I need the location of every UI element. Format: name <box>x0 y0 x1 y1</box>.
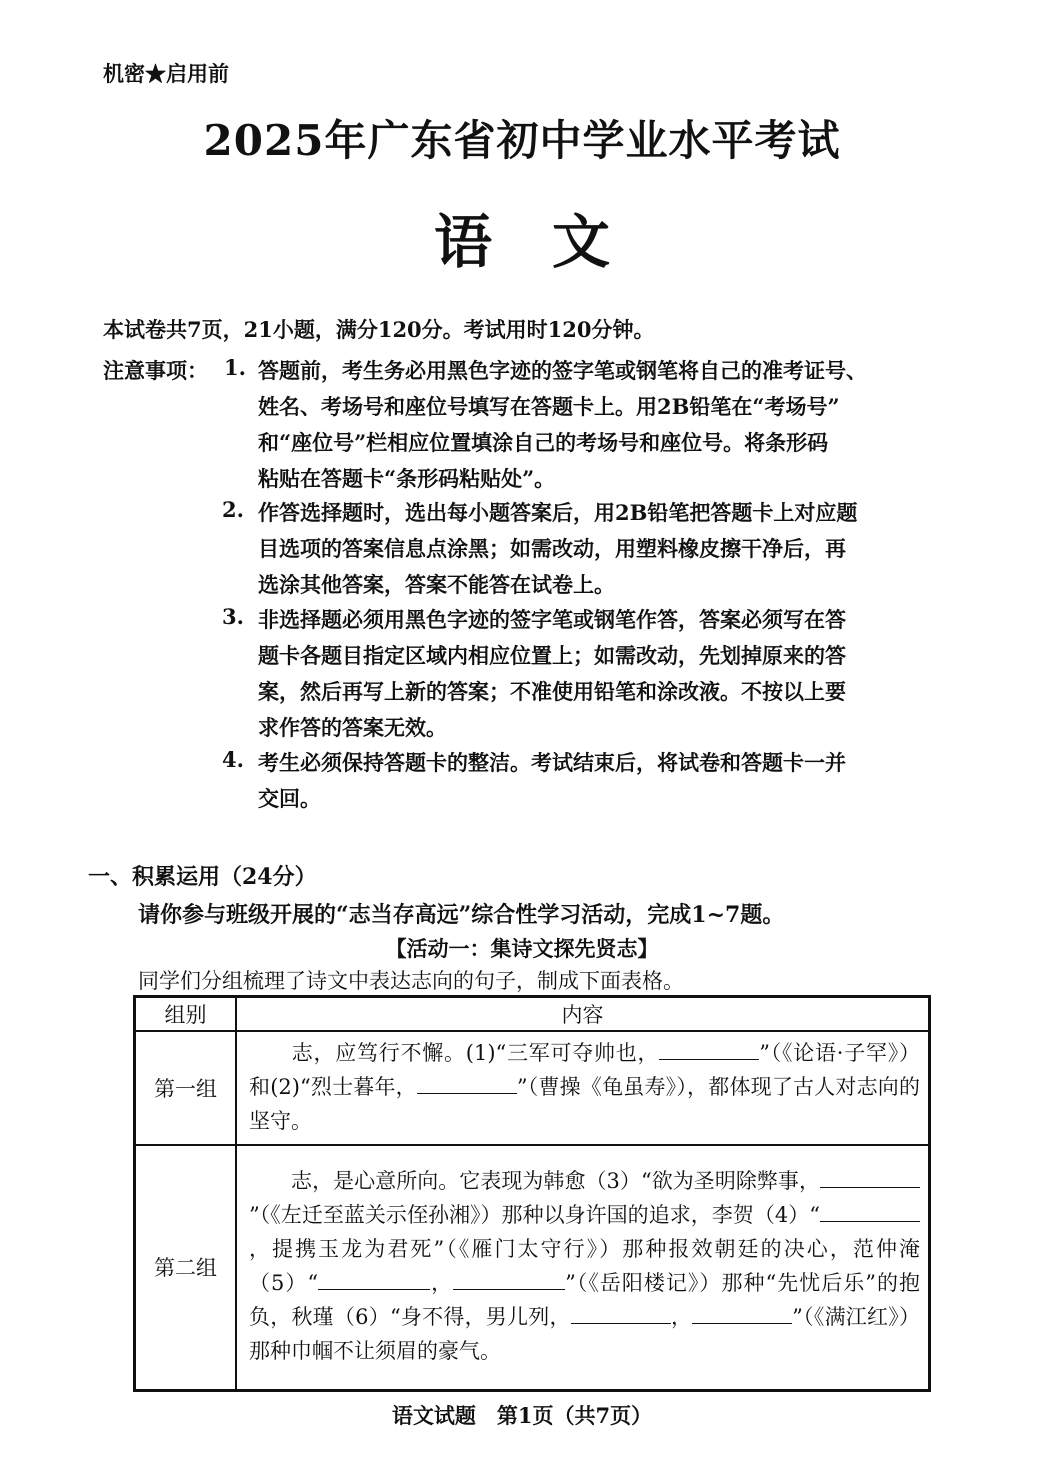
notice-line: 和“座位号”栏相应位置填涂自己的考场号和座位号。将条形码 <box>258 430 829 455</box>
answer-blank[interactable] <box>571 1301 671 1324</box>
notice-label: 注意事项： <box>103 358 208 383</box>
table-row <box>135 1031 930 1145</box>
group-content <box>236 1145 930 1390</box>
notice-line: 交回。 <box>258 786 321 811</box>
notice-line: 姓名、考场号和座位号填写在答题卡上。用2B铅笔在“考场号” <box>258 394 840 419</box>
answer-blank[interactable] <box>692 1301 792 1324</box>
notice-item-number: 4. <box>222 747 244 772</box>
notice-line: 作答选择题时，选出每小题答案后，用2B铅笔把答题卡上对应题 <box>258 500 858 525</box>
answer-blank[interactable] <box>453 1267 565 1290</box>
exam-info: 本试卷共7页，21小题，满分120分。考试用时120分钟。 <box>103 317 655 342</box>
content-text: ，提携玉龙为君死”（《雁门太守行》）那种报效朝廷的决心，范仲淹（5）“ <box>249 1237 920 1296</box>
group-content <box>236 1031 930 1145</box>
content-text: ”（《左迁至蓝关示侄孙湘》）那种以身许国的追求，李贺（4）“ <box>249 1203 820 1228</box>
section-intro: 请你参与班级开展的“志当存高远”综合性学习活动，完成1~7题。 <box>138 902 785 928</box>
group-label: 第二组 <box>135 1145 237 1390</box>
content-text: 志，是心意所向。它表现为韩愈（3）“欲为圣明除弊事， <box>291 1169 820 1194</box>
content-text: ， <box>670 1305 693 1330</box>
notice-line: 选涂其他答案，答案不能答在试卷上。 <box>258 572 615 597</box>
notice-line: 非选择题必须用黑色字迹的签字笔或钢笔作答，答案必须写在答 <box>258 607 846 632</box>
notice-line: 答题前，考生务必用黑色字迹的签字笔或钢笔将自己的准考证号、 <box>258 358 867 383</box>
notice-item-number: 2. <box>222 497 244 522</box>
confidential-mark: 机密★启用前 <box>103 61 229 86</box>
answer-blank[interactable] <box>820 1165 920 1188</box>
notice-item-number: 1. <box>224 355 246 380</box>
notice-line: 目选项的答案信息点涂黑；如需改动，用塑料橡皮擦干净后，再 <box>258 536 846 561</box>
notice-line: 考生必须保持答题卡的整洁。考试结束后，将试卷和答题卡一并 <box>258 750 846 775</box>
notice-line: 案，然后再写上新的答案；不准使用铅笔和涂改液。不按以上要 <box>258 679 846 704</box>
answer-blank[interactable] <box>820 1199 920 1222</box>
answer-blank[interactable] <box>417 1071 517 1094</box>
table-header-content: 内容 <box>236 997 930 1032</box>
table-header-row <box>135 997 930 1032</box>
content-text: ”（《满江红》）那种巾帼不让须眉的豪气。 <box>249 1305 920 1364</box>
group-label: 第一组 <box>135 1031 237 1145</box>
answer-blank[interactable] <box>318 1267 430 1290</box>
answer-blank[interactable] <box>659 1037 759 1060</box>
page-footer: 语文试题 第1页（共7页） <box>391 1403 653 1428</box>
content-text: ”（《岳阳楼记》）那种“先忧后乐”的抱负，秋瑾（6）“身不得，男儿列， <box>249 1271 920 1330</box>
exam-title: 2025年广东省初中学业水平考试 <box>203 116 841 165</box>
content-text: 志，应笃行不懈。(1)“三军可夺帅也， <box>291 1041 660 1065</box>
table-header-group: 组别 <box>135 997 237 1032</box>
notice-line: 粘贴在答题卡“条形码粘贴处”。 <box>258 466 556 491</box>
table-intro: 同学们分组梳理了诗文中表达志向的句子，制成下面表格。 <box>138 969 684 993</box>
section-title: 一、积累运用（24分） <box>88 864 317 890</box>
notice-line: 题卡各题目指定区域内相应位置上；如需改动，先划掉原来的答 <box>258 643 846 668</box>
activity-title: 【活动一：集诗文探先贤志】 <box>385 936 659 961</box>
table-row <box>135 1145 930 1390</box>
notice-item-number: 3. <box>222 604 244 629</box>
subject-title: 语文 <box>433 208 670 276</box>
content-text: ”（《论语·子罕》）和(2)“烈士暮年， <box>249 1041 920 1099</box>
notice-line: 求作答的答案无效。 <box>258 715 447 740</box>
poem-table <box>133 995 931 1392</box>
content-text: ， <box>430 1271 454 1296</box>
content-text: ”（曹操《龟虽寿》），都体现了古人对志向的坚守。 <box>249 1075 921 1133</box>
